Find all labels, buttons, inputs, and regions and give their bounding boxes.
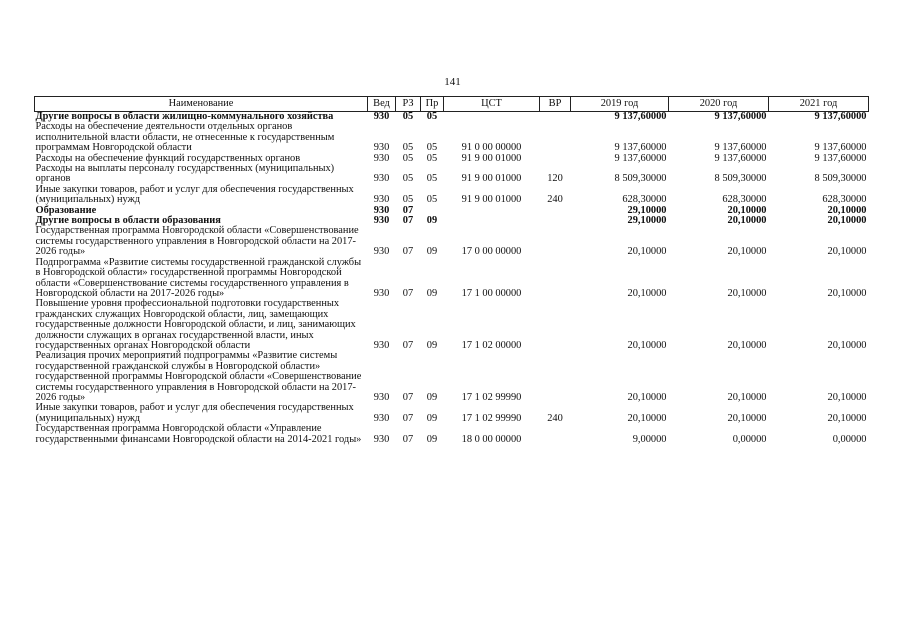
row-ved: 930 [373, 246, 390, 258]
table-row [35, 226, 869, 257]
row-cst: 17 1 02 99990 [461, 391, 522, 403]
row-name: Расходы на обеспечение деятельности отдельных органов исполнительной власти области, не отнесенные к государственным программам Новгородской области [35, 121, 335, 154]
row-rz: 07 [402, 287, 414, 299]
row-2021: 8 509,30000 [814, 173, 867, 185]
table-row [35, 164, 869, 185]
row-ved: 930 [373, 287, 390, 299]
budget-table [34, 96, 869, 445]
row-vr: 240 [547, 412, 563, 424]
header-2020: 2020 год [669, 97, 769, 112]
row-vr [540, 122, 571, 153]
row-name: Образование [35, 204, 97, 216]
row-pr: 09 [426, 433, 438, 445]
row-name: Реализация прочих мероприятий подпрограммы «Развитие системы государственной гражданской службы в Новгородской области» государственной программы Новгородской области «Совершенствование системы государственного управления в Новгородской области на 2017-2026 годы» [35, 350, 362, 403]
row-2020: 20,10000 [727, 391, 767, 403]
row-pr: 09 [426, 412, 438, 424]
row-2020: 20,10000 [727, 339, 767, 351]
row-2019: 8 509,30000 [614, 173, 667, 185]
row-2019: 20,10000 [627, 412, 667, 424]
row-cst: 91 9 00 01000 [461, 152, 522, 164]
row-pr: 05 [426, 173, 438, 185]
row-cst [444, 112, 540, 123]
header-cst: ЦСТ [444, 97, 540, 112]
table-row [35, 122, 869, 153]
row-2021: 20,10000 [827, 391, 867, 403]
page-number: 141 [444, 76, 461, 88]
row-name: Иные закупки товаров, работ и услуг для обеспечения государственных (муниципальных) нужд [35, 402, 354, 424]
row-rz: 07 [402, 204, 414, 216]
row-pr: 09 [426, 391, 438, 403]
row-rz: 05 [402, 111, 414, 122]
row-vr [540, 216, 571, 226]
row-ved: 930 [373, 194, 390, 206]
row-vr: 120 [547, 173, 563, 185]
row-pr: 05 [426, 152, 438, 164]
row-rz: 07 [402, 412, 414, 424]
header-pr: Пр [421, 97, 444, 112]
row-vr [540, 154, 571, 164]
row-pr: 09 [426, 287, 438, 299]
header-name: Наименование [35, 97, 368, 112]
row-2021: 9 137,60000 [814, 111, 867, 122]
row-ved: 930 [373, 215, 390, 227]
table-row [35, 351, 869, 403]
row-name: Другие вопросы в области жилищно-коммунального хозяйства [35, 111, 334, 122]
row-2021: 20,10000 [827, 215, 867, 227]
row-cst: 91 9 00 01000 [461, 173, 522, 185]
header-vr: ВР [540, 97, 571, 112]
row-2020: 20,10000 [727, 412, 767, 424]
row-2019: 9 137,60000 [614, 142, 667, 154]
row-ved: 930 [373, 111, 390, 122]
row-2019: 20,10000 [627, 391, 667, 403]
row-2021: 9 137,60000 [814, 152, 867, 164]
table-body [35, 112, 869, 446]
header-2021: 2021 год [769, 97, 869, 112]
row-name: Расходы на обеспечение функций государственных органов [35, 152, 301, 164]
row-2019: 29,10000 [627, 215, 667, 227]
table-row [35, 403, 869, 424]
row-name: Повышение уровня профессиональной подготовки государственных гражданских служащих Новгородской области, лиц, замещающих государственные должности Новгородской области, и лиц, занимающих должности служащих в органах государственной власти, иных государственных органах Новгородской области [35, 298, 356, 351]
row-cst: 91 9 00 01000 [461, 194, 522, 206]
row-cst: 18 0 00 00000 [461, 433, 522, 445]
row-2019: 628,30000 [622, 194, 667, 206]
row-vr [540, 351, 571, 403]
row-2021: 20,10000 [827, 412, 867, 424]
row-2020: 9 137,60000 [714, 152, 767, 164]
row-ved: 930 [373, 142, 390, 154]
row-2021: 628,30000 [822, 194, 867, 206]
row-2019: 20,10000 [627, 246, 667, 258]
row-cst: 17 1 02 99990 [461, 412, 522, 424]
row-rz: 07 [402, 215, 414, 227]
row-vr [540, 206, 571, 216]
row-2020: 0,00000 [732, 433, 767, 445]
row-pr: 05 [426, 194, 438, 206]
row-2021: 0,00000 [832, 433, 867, 445]
table-row [35, 185, 869, 206]
row-2020: 20,10000 [727, 246, 767, 258]
row-2019: 9 137,60000 [614, 152, 667, 164]
row-vr [540, 226, 571, 257]
table-row [35, 424, 869, 445]
row-cst [444, 206, 540, 216]
row-rz: 07 [402, 391, 414, 403]
row-name: Расходы на выплаты персоналу государственных (муниципальных) органов [35, 163, 335, 185]
row-2020: 20,10000 [727, 215, 767, 227]
header-ved: Вед [368, 97, 396, 112]
row-2020: 9 137,60000 [714, 142, 767, 154]
row-2020: 9 137,60000 [714, 111, 767, 122]
row-rz: 05 [402, 173, 414, 185]
row-pr: 09 [426, 215, 438, 227]
table-row [35, 299, 869, 351]
row-pr: 09 [426, 339, 438, 351]
row-2021: 20,10000 [827, 246, 867, 258]
row-2021: 20,10000 [827, 287, 867, 299]
row-2020: 8 509,30000 [714, 173, 767, 185]
row-name: Иные закупки товаров, работ и услуг для обеспечения государственных (муниципальных) нужд [35, 183, 354, 206]
row-rz: 05 [402, 142, 414, 154]
row-ved: 930 [373, 204, 390, 216]
row-rz: 05 [402, 152, 414, 164]
row-name: Другие вопросы в области образования [35, 215, 221, 227]
row-2019: 9,00000 [632, 433, 667, 445]
row-name: Государственная программа Новгородской области «Управление государственными финансами Новгородской области на 2014-2021 годы» [35, 423, 362, 445]
row-ved: 930 [373, 391, 390, 403]
table-row [35, 258, 869, 300]
row-2019: 9 137,60000 [614, 111, 667, 122]
row-cst: 17 1 02 00000 [461, 339, 522, 351]
row-pr: 09 [426, 246, 438, 258]
row-ved: 930 [373, 152, 390, 164]
row-vr [540, 299, 571, 351]
row-2019: 20,10000 [627, 339, 667, 351]
row-cst: 17 1 00 00000 [461, 287, 522, 299]
row-2019: 29,10000 [627, 204, 667, 216]
row-vr: 240 [547, 194, 563, 206]
row-name: Государственная программа Новгородской области «Совершенствование системы государственного управления в Новгородской области на 2017-2026 годы» [35, 225, 359, 258]
row-name: Подпрограмма «Развитие системы государственной гражданской службы в Новгородской области» государственной программы Новгородской области «Совершенствование системы государственного управления в Новгородской области на 2017-2026 годы» [35, 256, 362, 299]
row-2020: 20,10000 [727, 204, 767, 216]
header-rz: РЗ [396, 97, 421, 112]
row-2020: 628,30000 [722, 194, 767, 206]
row-2020: 20,10000 [727, 287, 767, 299]
table-header-row [35, 97, 869, 112]
row-cst: 91 0 00 00000 [461, 142, 522, 154]
header-2019: 2019 год [571, 97, 669, 112]
row-cst [444, 216, 540, 226]
row-ved: 930 [373, 173, 390, 185]
row-pr: 05 [426, 142, 438, 154]
row-vr [540, 112, 571, 123]
row-ved: 930 [373, 339, 390, 351]
row-vr [540, 424, 571, 445]
row-cst: 17 0 00 00000 [461, 246, 522, 258]
row-rz: 07 [402, 246, 414, 258]
row-pr: 05 [426, 111, 438, 122]
row-2021: 20,10000 [827, 339, 867, 351]
row-2019: 20,10000 [627, 287, 667, 299]
row-ved: 930 [373, 412, 390, 424]
row-rz: 07 [402, 339, 414, 351]
row-2021: 20,10000 [827, 204, 867, 216]
row-2021: 9 137,60000 [814, 142, 867, 154]
row-rz: 07 [402, 433, 414, 445]
row-ved: 930 [373, 433, 390, 445]
row-vr [540, 258, 571, 300]
row-rz: 05 [402, 194, 414, 206]
